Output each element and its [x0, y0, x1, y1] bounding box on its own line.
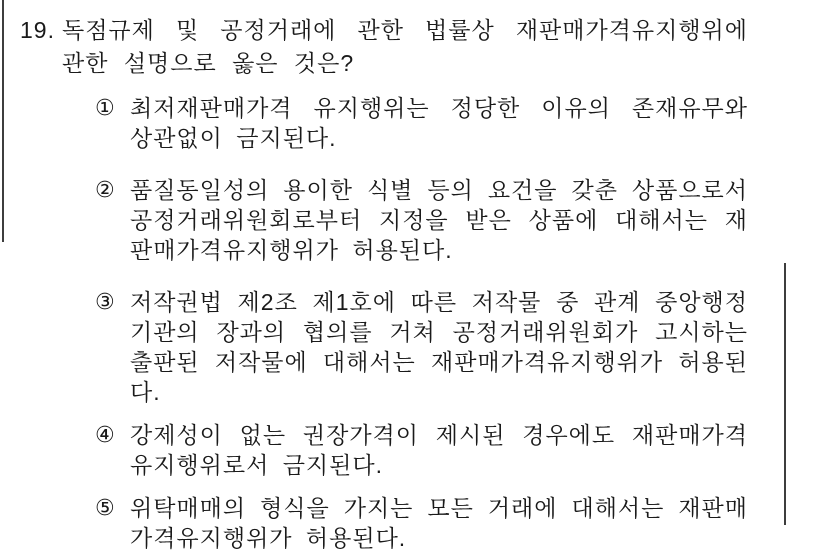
option-4	[95, 420, 748, 480]
option-2-text: 품질동일성의 용이한 식별 등의 요건을 갖춘 상품으로서 공정거래위원회로부터 지정을 받은 상품에 대해서는 재판매가격유지행위가 허용된다.	[130, 177, 748, 263]
option-5-text: 위탁매매의 형식을 가지는 모든 거래에 대해서는 재판매가격유지행위가 허용된다.	[130, 495, 748, 551]
column-rule-left	[2, 0, 4, 242]
exam-question-block	[20, 14, 748, 553]
option-1-marker: ①	[95, 95, 115, 120]
option-5-marker: ⑤	[95, 495, 115, 520]
options-list	[20, 93, 748, 553]
option-3-text: 저작권법 제2조 제1호에 따른 저작물 중 관계 중앙행정기관의 장과의 협의를 거쳐 공정거래위원회가 고시하는 출판된 저작물에 대해서는 재판매가격유지행위가 허용된다.	[130, 289, 748, 405]
question-text: 독점규제 및 공정거래에 관한 법률상 재판매가격유지행위에 관한 설명으로 옳은 것은?	[62, 17, 748, 76]
column-rule-right	[784, 263, 786, 525]
option-2-marker: ②	[95, 177, 115, 202]
option-4-marker: ④	[95, 422, 115, 447]
option-3	[95, 287, 748, 407]
question	[20, 14, 748, 80]
option-5	[95, 493, 748, 553]
option-3-marker: ③	[95, 289, 115, 314]
question-number: 19.	[20, 17, 55, 43]
option-1-text: 최저재판매가격 유지행위는 정당한 이유의 존재유무와 상관없이 금지된다.	[130, 95, 748, 151]
option-1	[95, 93, 748, 153]
option-4-text: 강제성이 없는 권장가격이 제시된 경우에도 재판매가격유지행위로서 금지된다.	[130, 422, 748, 478]
option-2	[95, 175, 748, 265]
